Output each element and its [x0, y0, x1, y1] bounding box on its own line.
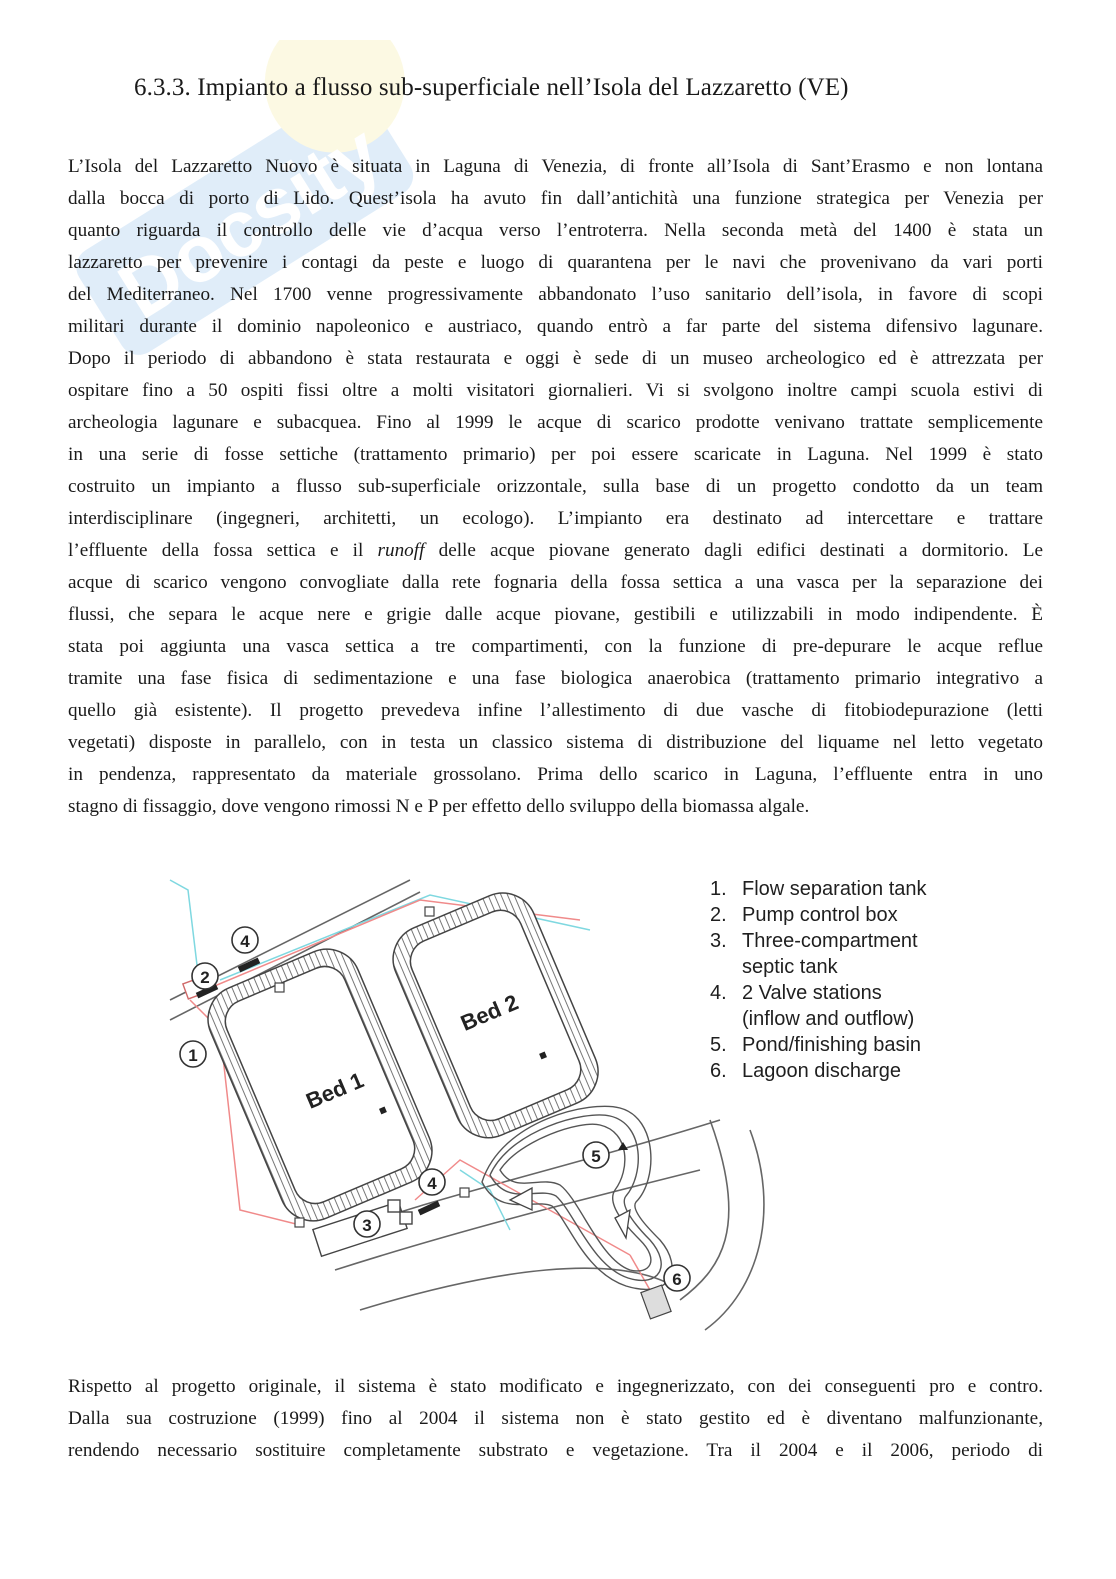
text-line: Dopo il periodo di abbandono è stata restaurata e oggi è sede di un museo archeologico ed è attrezzata per	[68, 348, 1043, 369]
text-line: Dalla sua costruzione (1999) fino al 2004 il sistema non è stato gestito ed è diventano malfunzionante,	[68, 1408, 1043, 1429]
watermark-text: Docsity	[103, 106, 396, 336]
text-line: l’effluente della fossa settica e il runoff delle acque piovane generato dagli edifici destinati a dormitorio. Le	[68, 540, 1043, 561]
marker-3	[354, 1211, 380, 1237]
text-line: L’Isola del Lazzaretto Nuovo è situata in Laguna di Venezia, di fronte all’Isola di Sant’Erasmo e non lontana	[68, 156, 1043, 177]
text-line: stata poi aggiunta una vasca settica a tre compartimenti, con la funzione di pre-depurare le acque reflue	[68, 636, 1043, 657]
legend-item: 1. Flow separation tank	[710, 878, 927, 900]
text-line: rendendo necessario sostituire completamente substrato e vegetazione. Tra il 2004 e il 2006, periodo di	[68, 1440, 1043, 1461]
bed-2-label: Bed 2	[456, 989, 522, 1036]
text-line: ospitare fino a 50 ospiti fissi oltre a molti visitatori giornalieri. Vi si svolgono inoltre campi scuola estivi di	[68, 380, 1043, 401]
text-line: Rispetto al progetto originale, il sistema è stato modificato e ingegnerizzato, con dei conseguenti pro e contro.	[68, 1376, 1043, 1397]
legend-item: 6. Lagoon discharge	[710, 1060, 902, 1082]
text-line: in pendenza, rappresentato da materiale grossolano. Prima dello scarico in Laguna, l’effluente entra in uno	[68, 764, 1043, 785]
text-line: militari durante il dominio napoleonico e austriaco, quando entrò a far parte del sistema difensivo lagunare.	[68, 316, 1043, 337]
marker-1	[180, 1041, 206, 1067]
text-line: flussi, che separa le acque nere e grigie dalle acque piovane, gestibili e utilizzabili in modo indipendente. È	[68, 604, 1043, 625]
marker-2	[192, 963, 218, 989]
legend-item: 4. 2 Valve stations (inflow and outflow)	[710, 982, 915, 1030]
section-title: 6.3.3. Impianto a flusso sub-superficiale nell’Isola del Lazzaretto (VE)	[134, 74, 849, 101]
svg-text:1: 1	[188, 1046, 198, 1065]
svg-text:4: 4	[240, 932, 250, 951]
paragraph-1	[68, 151, 1043, 823]
text-line: interdisciplinare (ingegneri, architetti, un ecologo). L’impianto era destinato ad intercettare e trattare	[68, 508, 1043, 529]
svg-text:4: 4	[427, 1174, 437, 1193]
text-line: lazzaretto per prevenire i contagi da peste e luogo di quarantena per le navi che provenivano da vari porti	[68, 252, 1043, 273]
text-line: vegetati) disposte in parallelo, con in testa un classico sistema di distribuzione del liquame nel letto vegetato	[68, 732, 1043, 753]
svg-text:6: 6	[672, 1270, 682, 1289]
legend-item: 3. Three-compartment septic tank	[710, 930, 918, 978]
text-line: quello già esistente). Il progetto prevedeva infine l’allestimento di due vasche di fitobiodepurazione (letti	[68, 700, 1043, 721]
legend-item: 5. Pond/finishing basin	[710, 1034, 922, 1056]
marker-4-inflow	[232, 927, 258, 953]
marker-4-outflow	[419, 1169, 445, 1195]
text-line: acque di scarico vengono convogliate dalla rete fognaria della fossa settica a una vasca per la separazione dei	[68, 572, 1043, 593]
svg-text:2: 2	[200, 968, 210, 987]
discharge-structure	[641, 1285, 671, 1319]
finishing-pond	[482, 1106, 672, 1289]
text-line: costruito un impianto a flusso sub-superficiale orizzontale, sulla base di un progetto condotto da un team	[68, 476, 1043, 497]
svg-text:3: 3	[362, 1216, 372, 1235]
marker-6	[664, 1265, 690, 1291]
figure-legend	[710, 876, 927, 1084]
text-line: archeologia lagunare e subacquea. Fino al 1999 le acque di scarico prodotte venivano trattate semplicemente	[68, 412, 1043, 433]
text-line: stagno di fissaggio, dove vengono rimossi N e P per effetto dello sviluppo della biomassa algale.	[68, 796, 810, 817]
marker-5	[583, 1142, 628, 1168]
text-line: del Mediterraneo. Nel 1700 venne progressivamente abbandonato l’uso sanitario dell’isola, in favore di scopi	[68, 284, 1043, 305]
text-line: dalla bocca di porto di Lido. Quest’isola ha avuto fin dall’antichità una funzione strategica per Venezia per	[68, 188, 1043, 209]
text-line: quanto riguarda il controllo delle vie d’acqua verso l’entroterra. Nella seconda metà del 1400 è stata un	[68, 220, 1043, 241]
svg-text:5: 5	[591, 1147, 601, 1166]
bed-1-label: Bed 1	[302, 1067, 368, 1114]
text-line: tramite una fase fisica di sedimentazione e una fase biologica anaerobica (trattamento primario integrativo a	[68, 668, 1043, 689]
legend-item: 2. Pump control box	[710, 904, 898, 926]
paragraph-2	[68, 1371, 1043, 1467]
text-line: in una serie di fosse settiche (trattamento primario) per poi essere scaricate in Laguna. Nel 1999 è stato	[68, 444, 1043, 465]
